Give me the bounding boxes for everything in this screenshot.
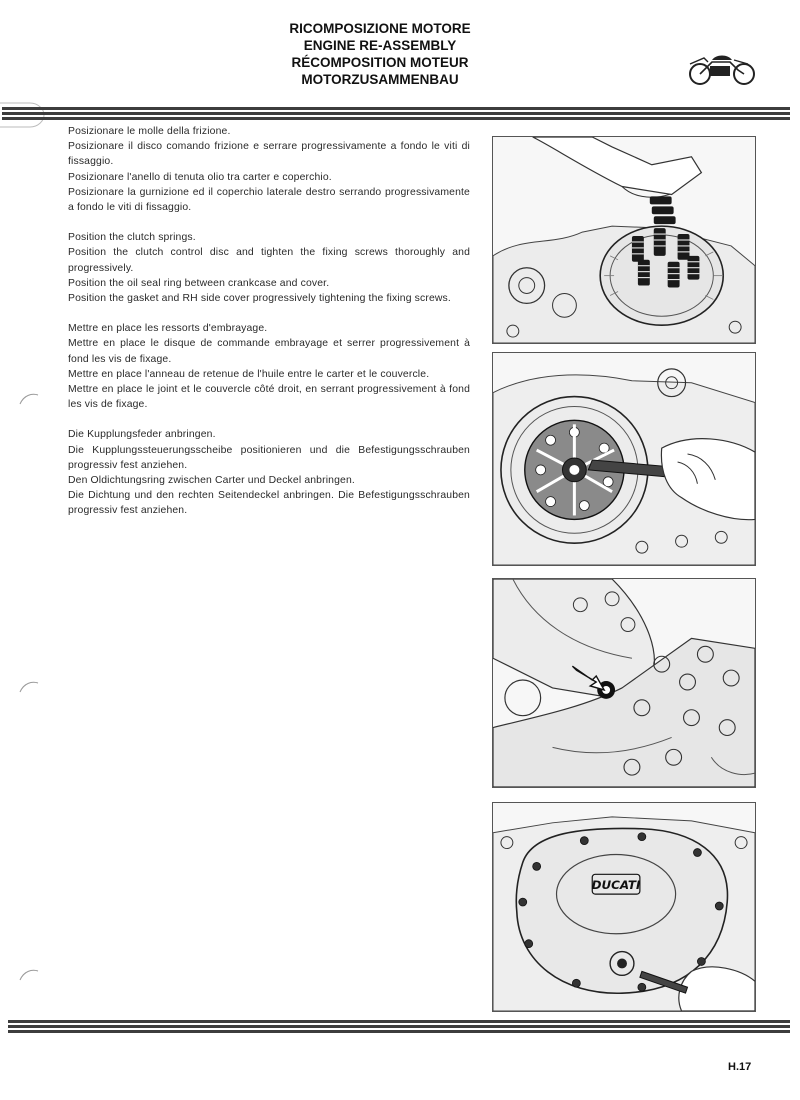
instruction-line: Die Kupplungssteuerungsscheibe positionieren und die Befestigungsschrauben progressiv fest anziehen.: [68, 444, 470, 471]
instruction-line: Mettre en place le joint et le couvercle côté droit, en serrant progressivement à fond les vis de fixage.: [68, 384, 470, 411]
instruction-line: Position the clutch control disc and tighten the fixing screws thoroughly and progressively.: [68, 247, 470, 274]
figure-side-cover: [492, 802, 756, 1012]
top-rule-band: [8, 107, 790, 122]
instruction-line: Die Kupplungsfeder anbringen.: [68, 429, 216, 441]
instruction-line: Posizionare l'anello di tenuta olio tra carter e coperchio.: [68, 171, 332, 183]
title-italian: RICOMPOSIZIONE MOTORE: [289, 21, 471, 36]
instruction-line: Position the gasket and RH side cover progressively tightening the fixing screws.: [68, 293, 451, 305]
instruction-line: Mettre en place les ressorts d'embrayage.: [68, 323, 268, 335]
instructions-english: [68, 230, 470, 306]
figure-clutch-springs: [492, 136, 756, 344]
title-english: ENGINE RE-ASSEMBLY: [303, 38, 457, 53]
page-title: [230, 20, 530, 88]
instructions-italian: [68, 124, 470, 215]
page-number: H.17: [728, 1061, 752, 1073]
title-french: RÉCOMPOSITION MOTEUR: [291, 55, 469, 70]
title-german: MOTORZUSAMMENBAU: [301, 72, 459, 87]
figure-clutch-disc: [492, 352, 756, 566]
ducati-logo-text: DUCATI: [591, 878, 641, 893]
instructions-column: [68, 124, 470, 534]
instructions-german: [68, 427, 470, 518]
margin-mark: [18, 680, 40, 694]
instruction-line: Position the oil seal ring between crankcase and cover.: [68, 277, 330, 289]
instruction-line: Mettre en place le disque de commande embrayage et serrer progressivement à fond les vis de fixage.: [68, 338, 470, 365]
instruction-line: Posizionare la gurnizione ed il coperchio laterale destro serrando progressivamente a fondo le viti di fissaggio.: [68, 186, 470, 214]
instruction-line: Posizionare le molle della frizione.: [68, 126, 231, 137]
instruction-line: Posizionare il disco comando frizione e serrare progressivamente a fondo le viti di fissaggio.: [68, 141, 470, 168]
instruction-line: Die Dichtung und den rechten Seitendeckel anbringen. Die Befestigungsschrauben progressiv fest anziehen.: [68, 490, 470, 517]
motorcycle-icon: [686, 48, 758, 88]
figure-oil-seal: [492, 578, 756, 788]
instruction-line: Mettre en place l'anneau de retenue de l'huile entre le carter et le couvercle.: [68, 368, 430, 380]
instruction-line: Den Oldichtungsring zwischen Carter und Deckel anbringen.: [68, 475, 355, 487]
instruction-line: Position the clutch springs.: [68, 232, 196, 244]
margin-mark: [18, 968, 40, 982]
instructions-french: [68, 321, 470, 412]
bottom-rule-band: [8, 1020, 790, 1035]
margin-mark: [18, 392, 40, 406]
